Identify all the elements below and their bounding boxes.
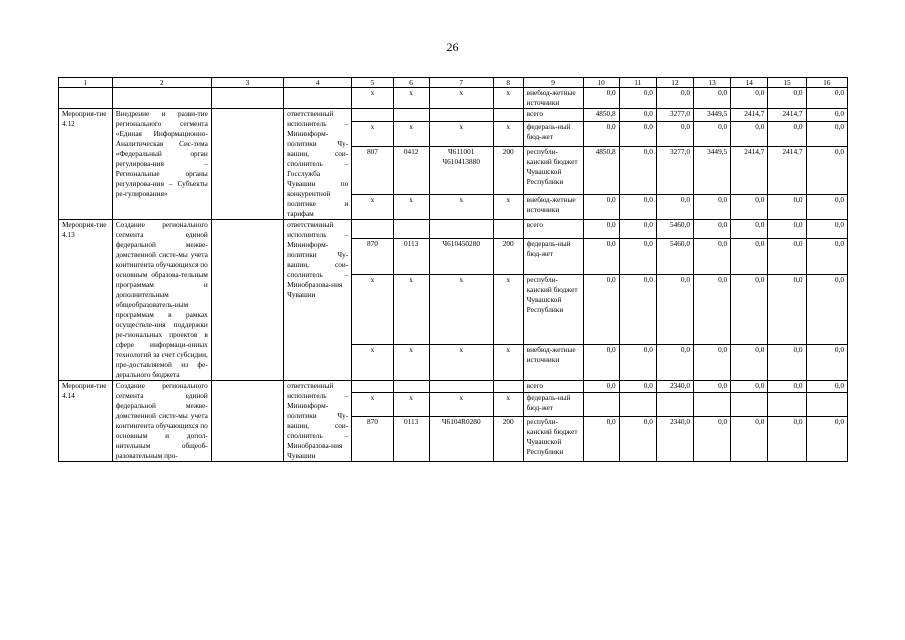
code-cell: х <box>393 393 429 416</box>
value-cell: 0,0 <box>583 238 619 274</box>
code-cell: х <box>429 274 493 344</box>
value-cell: 0,0 <box>768 416 806 462</box>
code-cell: х <box>352 121 393 146</box>
code-cell: 870 <box>352 416 393 462</box>
value-cell: 2414,7 <box>731 146 768 194</box>
value-cell: 2414,7 <box>731 109 768 122</box>
funding-source-cell: федераль-ный бюд-жет <box>523 238 583 274</box>
value-cell: 4850,8 <box>583 109 619 122</box>
column-number: 15 <box>768 78 806 88</box>
code-cell <box>393 109 429 122</box>
funding-source-cell: всего <box>523 109 583 122</box>
value-cell: 0,0 <box>768 238 806 274</box>
column-number: 1 <box>59 78 113 88</box>
item-id-cell <box>59 88 113 109</box>
code-cell: х <box>429 121 493 146</box>
value-cell: 0,0 <box>619 88 656 109</box>
value-cell: 0,0 <box>583 195 619 220</box>
column-number: 8 <box>493 78 523 88</box>
value-cell: 0,0 <box>694 195 731 220</box>
column-number: 6 <box>393 78 429 88</box>
value-cell: 0,0 <box>619 416 656 462</box>
column-number: 3 <box>211 78 283 88</box>
column-number: 10 <box>583 78 619 88</box>
value-cell: 0,0 <box>694 345 731 381</box>
value-cell: 0,0 <box>619 121 656 146</box>
funding-source-cell: всего <box>523 381 583 393</box>
value-cell: 0,0 <box>583 88 619 109</box>
responsible-cell <box>284 88 352 109</box>
value-cell: 0,0 <box>806 121 847 146</box>
code-cell: Ч6104R0280 <box>429 416 493 462</box>
table-row <box>59 88 848 109</box>
code-cell: х <box>493 88 523 109</box>
value-cell: 0,0 <box>619 146 656 194</box>
value-cell <box>731 393 768 416</box>
value-cell <box>656 393 693 416</box>
table-row <box>59 381 848 393</box>
table-row <box>59 220 848 239</box>
code-cell: х <box>429 88 493 109</box>
code-cell: х <box>352 393 393 416</box>
value-cell: 0,0 <box>768 220 806 239</box>
code-cell <box>493 220 523 239</box>
code-cell: х <box>393 88 429 109</box>
value-cell: 0,0 <box>656 345 693 381</box>
col3-cell <box>211 220 283 381</box>
value-cell: 0,0 <box>619 220 656 239</box>
value-cell: 0,0 <box>619 109 656 122</box>
value-cell: 2414,7 <box>768 146 806 194</box>
column-number: 12 <box>656 78 693 88</box>
code-cell: х <box>493 121 523 146</box>
code-cell: х <box>352 345 393 381</box>
value-cell: 5460,0 <box>656 238 693 274</box>
column-number: 2 <box>112 78 211 88</box>
value-cell: 0,0 <box>656 121 693 146</box>
responsible-executor: ответственный исполнитель – Мининформ-политики Чу-вашии, сои-сполнитель – Минобразова-ния Чувашии <box>284 381 352 462</box>
value-cell <box>694 393 731 416</box>
code-cell <box>393 220 429 239</box>
measure-id: Мероприя-тие 4.12 <box>59 109 113 220</box>
code-cell: х <box>493 345 523 381</box>
code-cell: х <box>352 195 393 220</box>
code-cell: х <box>393 274 429 344</box>
column-number: 9 <box>523 78 583 88</box>
code-cell <box>352 381 393 393</box>
funding-source-cell: республи-канский бюджет Чувашской Республики <box>523 274 583 344</box>
value-cell: 0,0 <box>619 238 656 274</box>
value-cell: 0,0 <box>619 195 656 220</box>
value-cell: 3449,5 <box>694 109 731 122</box>
column-number: 14 <box>731 78 768 88</box>
code-cell: х <box>352 274 393 344</box>
code-cell <box>352 109 393 122</box>
code-cell: х <box>429 195 493 220</box>
code-cell <box>352 220 393 239</box>
value-cell <box>806 393 847 416</box>
value-cell: 0,0 <box>731 238 768 274</box>
measure-name: Внедрение и разви-тие регионального сегмента «Единая Информационно-Аналитическая Сис-тема «Федеральный орган регулирова-ния – Региональные органы регулирова-ния – Субъекты ре-гулирования» <box>112 109 211 220</box>
funding-source-cell: внебюд-жетные источники <box>523 195 583 220</box>
value-cell: 0,0 <box>731 381 768 393</box>
column-number: 7 <box>429 78 493 88</box>
value-cell: 0,0 <box>806 109 847 122</box>
value-cell: 0,0 <box>619 345 656 381</box>
value-cell: 0,0 <box>694 220 731 239</box>
value-cell <box>583 393 619 416</box>
value-cell: 0,0 <box>731 121 768 146</box>
code-cell: 870 <box>352 238 393 274</box>
code-cell: х <box>393 121 429 146</box>
value-cell: 0,0 <box>694 238 731 274</box>
measure-name: Создание регионального сегмента единой федеральной межве-домственной систе-мы учета контингента обучающихся по основным и допол-нительным общеоб-разовательным про- <box>112 381 211 462</box>
funding-source-cell: республи-канский бюджет Чувашской Республики <box>523 146 583 194</box>
value-cell: 0,0 <box>768 274 806 344</box>
value-cell: 0,0 <box>806 146 847 194</box>
value-cell: 0,0 <box>619 381 656 393</box>
value-cell: 2340,0 <box>656 416 693 462</box>
value-cell: 0,0 <box>731 220 768 239</box>
code-cell: 0113 <box>393 416 429 462</box>
value-cell: 0,0 <box>694 381 731 393</box>
value-cell: 0,0 <box>768 381 806 393</box>
budget-table <box>58 77 848 462</box>
value-cell: 0,0 <box>731 345 768 381</box>
value-cell: 0,0 <box>806 274 847 344</box>
code-cell: 200 <box>493 416 523 462</box>
funding-source-cell: федераль-ный бюд-жет <box>523 393 583 416</box>
value-cell: 0,0 <box>583 274 619 344</box>
responsible-executor: ответственный исполнитель – Мининформ-политики Чу-вашии, сои-сполнитель – Госслужба Чувашии по конкурентной политике и тарифам <box>284 109 352 220</box>
value-cell: 4850,8 <box>583 146 619 194</box>
col3-cell <box>211 88 283 109</box>
column-number: 11 <box>619 78 656 88</box>
value-cell: 2414,7 <box>768 109 806 122</box>
table-row <box>59 109 848 122</box>
code-cell: х <box>429 345 493 381</box>
responsible-executor: ответственный исполнитель – Мининформ-политики Чу-вашии, сои-сполнитель – Минобразова-ния Чувашии <box>284 220 352 381</box>
value-cell: 0,0 <box>583 416 619 462</box>
value-cell: 0,0 <box>731 416 768 462</box>
code-cell: 200 <box>493 238 523 274</box>
value-cell: 0,0 <box>768 88 806 109</box>
funding-source-cell: республи-канский бюджет Чувашской Республики <box>523 416 583 462</box>
code-cell: х <box>493 393 523 416</box>
code-cell: х <box>493 195 523 220</box>
code-cell: х <box>493 274 523 344</box>
value-cell: 0,0 <box>656 195 693 220</box>
value-cell: 0,0 <box>694 416 731 462</box>
item-name-cell <box>112 88 211 109</box>
measure-id: Мероприя-тие 4.13 <box>59 220 113 381</box>
code-cell: х <box>352 88 393 109</box>
value-cell: 0,0 <box>806 345 847 381</box>
code-cell <box>429 109 493 122</box>
code-cell <box>493 109 523 122</box>
value-cell: 0,0 <box>694 121 731 146</box>
measure-name: Создание регионального сегмента единой федеральной межве-домственной систе-мы учета контингента обучающихся по основным образова-тельным программам и дополнительным общеобразователь-ным программам в рамках осуществле-ния поддержки ре-гиональных проектов в сфере информаци-онных технологий за счет субсидии, пре-доставляемой из фе-дерального бюджета <box>112 220 211 381</box>
column-number: 16 <box>806 78 847 88</box>
code-cell: 807 <box>352 146 393 194</box>
value-cell: 3449,5 <box>694 146 731 194</box>
col3-cell <box>211 381 283 462</box>
funding-source-cell: внебюд-жетные источники <box>523 345 583 381</box>
code-cell: Ч611001 Ч610413880 <box>429 146 493 194</box>
value-cell <box>619 393 656 416</box>
value-cell: 2340,0 <box>656 381 693 393</box>
code-cell: 200 <box>493 146 523 194</box>
code-cell <box>429 381 493 393</box>
column-number: 4 <box>284 78 352 88</box>
code-cell <box>393 381 429 393</box>
value-cell: 0,0 <box>806 220 847 239</box>
funding-source-cell: федераль-ный бюд-жет <box>523 121 583 146</box>
code-cell: 0113 <box>393 238 429 274</box>
code-cell: х <box>429 393 493 416</box>
code-cell: Ч610450280 <box>429 238 493 274</box>
value-cell: 0,0 <box>694 88 731 109</box>
value-cell: 0,0 <box>731 274 768 344</box>
value-cell: 3277,0 <box>656 109 693 122</box>
column-number: 13 <box>694 78 731 88</box>
value-cell: 0,0 <box>619 274 656 344</box>
value-cell <box>768 393 806 416</box>
code-cell <box>429 220 493 239</box>
page-number: 26 <box>446 40 459 54</box>
column-number: 5 <box>352 78 393 88</box>
value-cell: 0,0 <box>583 345 619 381</box>
value-cell: 0,0 <box>694 274 731 344</box>
value-cell: 0,0 <box>656 274 693 344</box>
code-cell: х <box>393 345 429 381</box>
value-cell: 0,0 <box>806 238 847 274</box>
value-cell: 0,0 <box>768 121 806 146</box>
value-cell: 0,0 <box>583 220 619 239</box>
measure-id: Мероприя-тие 4.14 <box>59 381 113 462</box>
value-cell: 0,0 <box>583 381 619 393</box>
value-cell: 0,0 <box>768 195 806 220</box>
value-cell: 0,0 <box>583 121 619 146</box>
code-cell <box>493 381 523 393</box>
value-cell: 3277,0 <box>656 146 693 194</box>
value-cell: 0,0 <box>656 88 693 109</box>
value-cell: 0,0 <box>731 88 768 109</box>
value-cell: 0,0 <box>806 88 847 109</box>
column-number-row <box>59 78 848 88</box>
col3-cell <box>211 109 283 220</box>
funding-source-cell: внебюд-жетные источники <box>523 88 583 109</box>
code-cell: 0412 <box>393 146 429 194</box>
value-cell: 5460,0 <box>656 220 693 239</box>
code-cell: х <box>393 195 429 220</box>
value-cell: 0,0 <box>806 381 847 393</box>
funding-source-cell: всего <box>523 220 583 239</box>
value-cell: 0,0 <box>806 195 847 220</box>
value-cell: 0,0 <box>731 195 768 220</box>
value-cell: 0,0 <box>806 416 847 462</box>
value-cell: 0,0 <box>768 345 806 381</box>
